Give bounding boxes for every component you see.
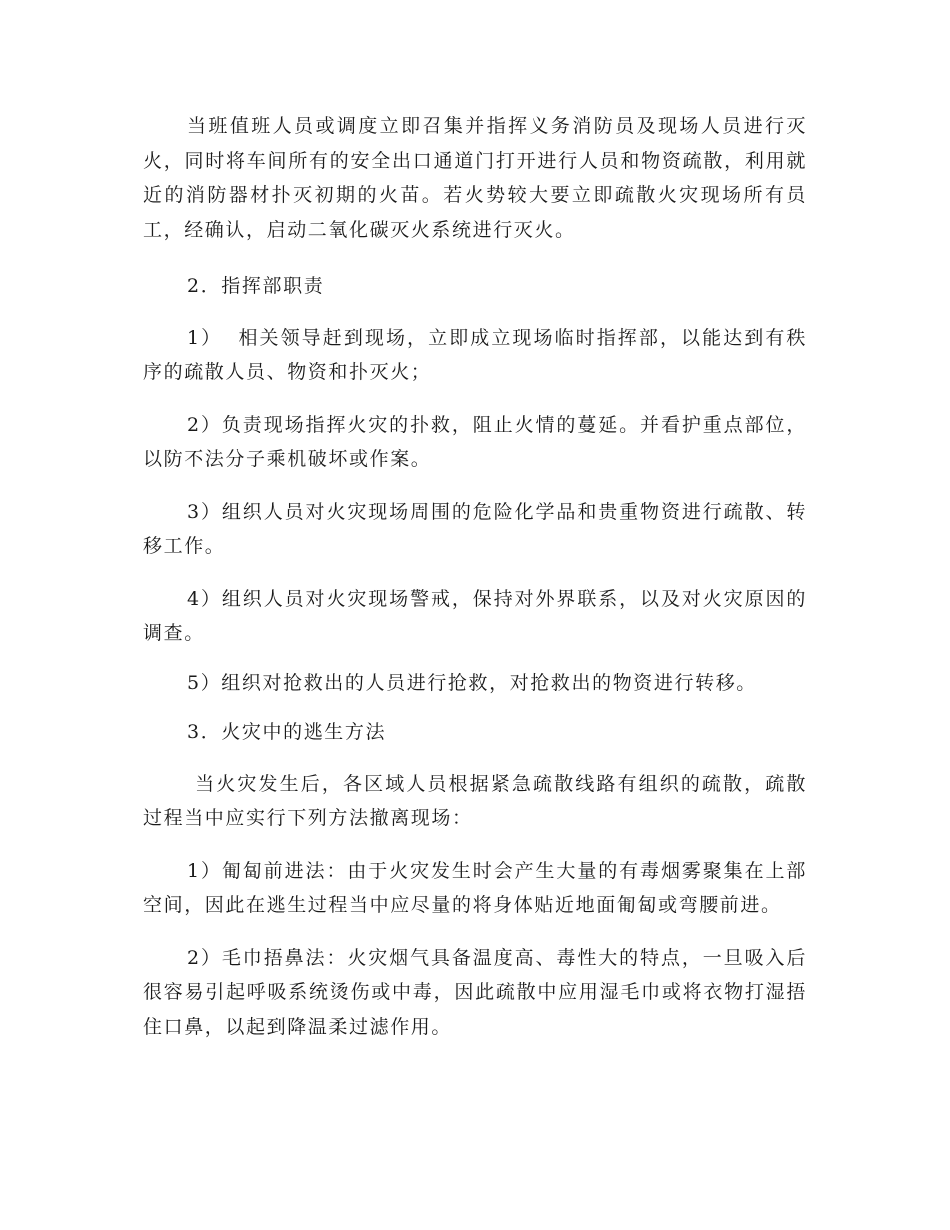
list-item-duty-3: 3）组织人员对火灾现场周围的危险化学品和贵重物资进行疏散、转移工作。	[143, 500, 807, 557]
heading-escape-methods: 3．火灾中的逃生方法	[187, 721, 387, 743]
list-item-duty-2: 2）负责现场指挥火灾的扑救，阻止火情的蔓延。并看护重点部位，以防不法分子乘机破坏或作案。	[143, 413, 807, 470]
list-item-duty-5: 5）组织对抢救出的人员进行抢救，对抢救出的物资进行转移。	[187, 671, 757, 694]
list-item-duty-1: 1） 相关领导赶到现场，立即成立现场临时指挥部，以能达到有秩序的疏散人员、物资和扑灭火；	[143, 326, 807, 383]
list-item-escape-2: 2）毛巾捂鼻法：火灾烟气具备温度高、毒性大的特点，一旦吸入后很容易引起呼吸系统烫伤或中毒，因此疏散中应用湿毛巾或将衣物打湿捂住口鼻，以起到降温柔过滤作用。	[143, 946, 807, 1038]
list-item-escape-1: 1）匍匐前进法：由于火灾发生时会产生大量的有毒烟雾聚集在上部空间，因此在逃生过程当中应尽量的将身体贴近地面匍匐或弯腰前进。	[143, 859, 807, 916]
heading-command-duties: 2．指挥部职责	[187, 275, 325, 297]
paragraph-evacuation-intro: 当火灾发生后，各区域人员根据紧急疏散线路有组织的疏散，疏散过程当中应实行下列方法撤离现场：	[143, 772, 807, 829]
paragraph-fire-response: 当班值班人员或调度立即召集并指挥义务消防员及现场人员进行灭火，同时将车间所有的安全出口通道门打开进行人员和物资疏散，利用就近的消防器材扑灭初期的火苗。若火势较大要立即疏散火灾现场所有员工，经确认，启动二氧化碳灭火系统进行灭火。	[143, 115, 807, 241]
document-body	[143, 109, 807, 1044]
list-item-duty-4: 4）组织人员对火灾现场警戒，保持对外界联系，以及对火灾原因的调查。	[143, 587, 807, 644]
